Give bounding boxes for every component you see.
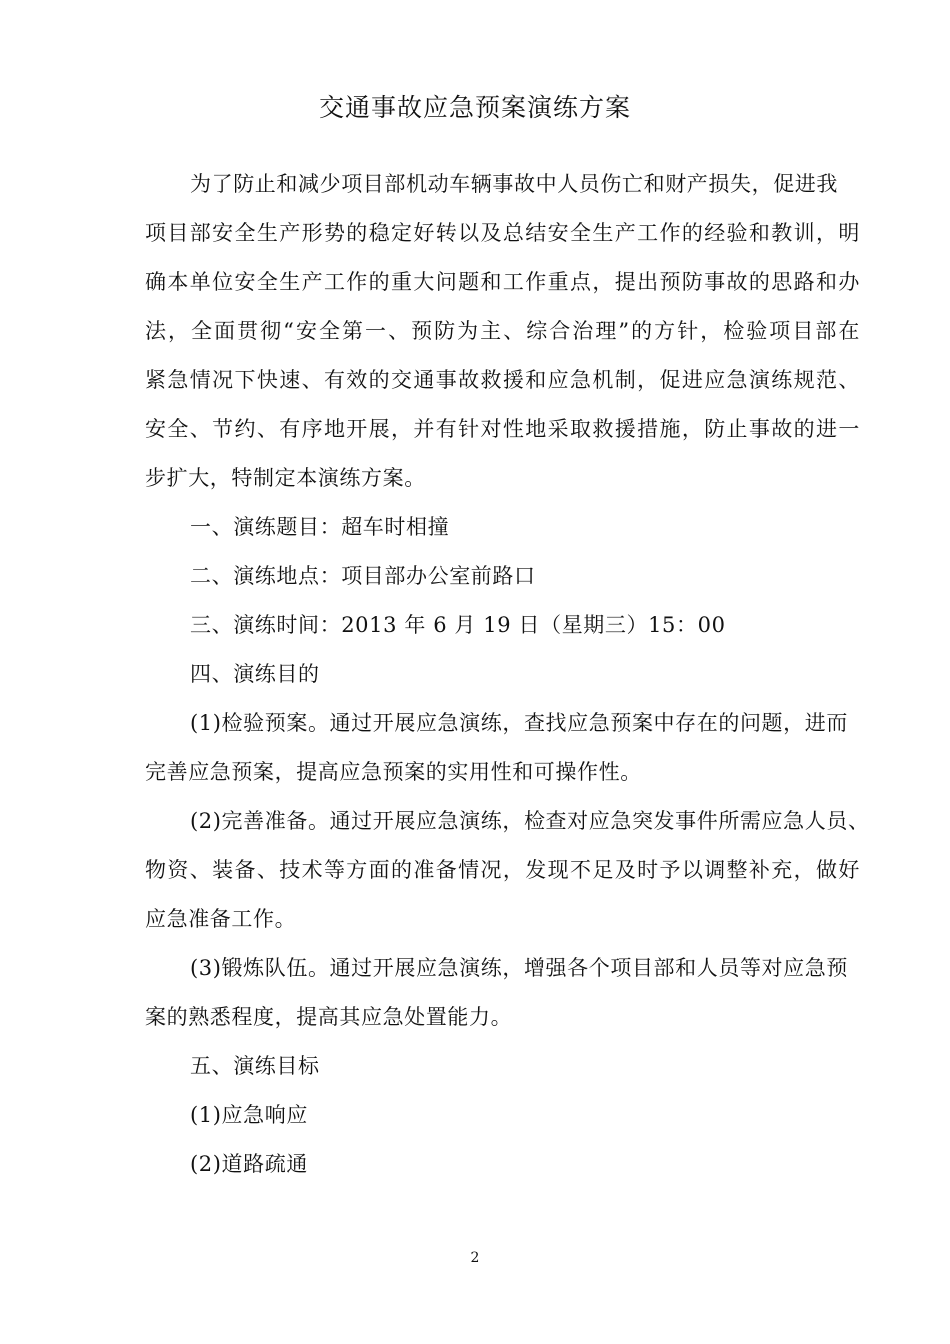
goal-road-clearing: (2)道路疏通 [190,1152,308,1176]
purpose-paragraph-1 [145,699,860,797]
intro-paragraph [145,160,860,503]
intro-line-5: 紧急情况下快速、有效的交通事故救援和应急机制，促进应急演练规范、 [145,368,860,392]
page-number: 2 [470,1250,480,1266]
purpose-1-line-2: 完善应急预案，提高应急预案的实用性和可操作性。 [145,760,642,784]
section-drill-topic: 一、演练题目：超车时相撞 [190,515,450,539]
intro-line-1: 为了防止和减少项目部机动车辆事故中人员伤亡和财产损失，促进我 [190,172,838,196]
document-title: 交通事故应急预案演练方案 [318,93,631,122]
purpose-2-line-1: (2)完善准备。通过开展应急演练，检查对应急突发事件所需应急人员、 [190,809,870,833]
section-drill-goals: 五、演练目标 [190,1054,320,1078]
purpose-1-line-1: (1)检验预案。通过开展应急演练，查找应急预案中存在的问题，进而 [190,711,848,735]
section-drill-time: 三、演练时间：2013 年 6 月 19 日（星期三）15：00 [190,613,726,637]
document-body [145,160,870,1189]
intro-line-2: 项目部安全生产形势的稳定好转以及总结安全生产工作的经验和教训，明 [145,221,860,245]
section-drill-location: 二、演练地点：项目部办公室前路口 [190,564,536,588]
section-drill-purpose: 四、演练目的 [190,662,320,686]
intro-line-6: 安全、节约、有序地开展，并有针对性地采取救援措施，防止事故的进一 [145,417,860,441]
purpose-3-line-2: 案的熟悉程度，提高其应急处置能力。 [145,1005,513,1029]
purpose-paragraph-3 [145,944,860,1042]
purpose-3-line-1: (3)锻炼队伍。通过开展应急演练，增强各个项目部和人员等对应急预 [190,956,848,980]
intro-line-4: 法，全面贯彻“安全第一、预防为主、综合治理”的方针，检验项目部在 [145,319,860,343]
goal-emergency-response: (1)应急响应 [190,1103,308,1127]
purpose-2-line-3: 应急准备工作。 [145,907,297,931]
intro-line-3: 确本单位安全生产工作的重大问题和工作重点，提出预防事故的思路和办 [145,270,860,294]
intro-line-7: 步扩大，特制定本演练方案。 [145,466,426,490]
purpose-paragraph-2 [145,797,870,944]
purpose-2-line-2: 物资、装备、技术等方面的准备情况，发现不足及时予以调整补充，做好 [145,858,860,882]
